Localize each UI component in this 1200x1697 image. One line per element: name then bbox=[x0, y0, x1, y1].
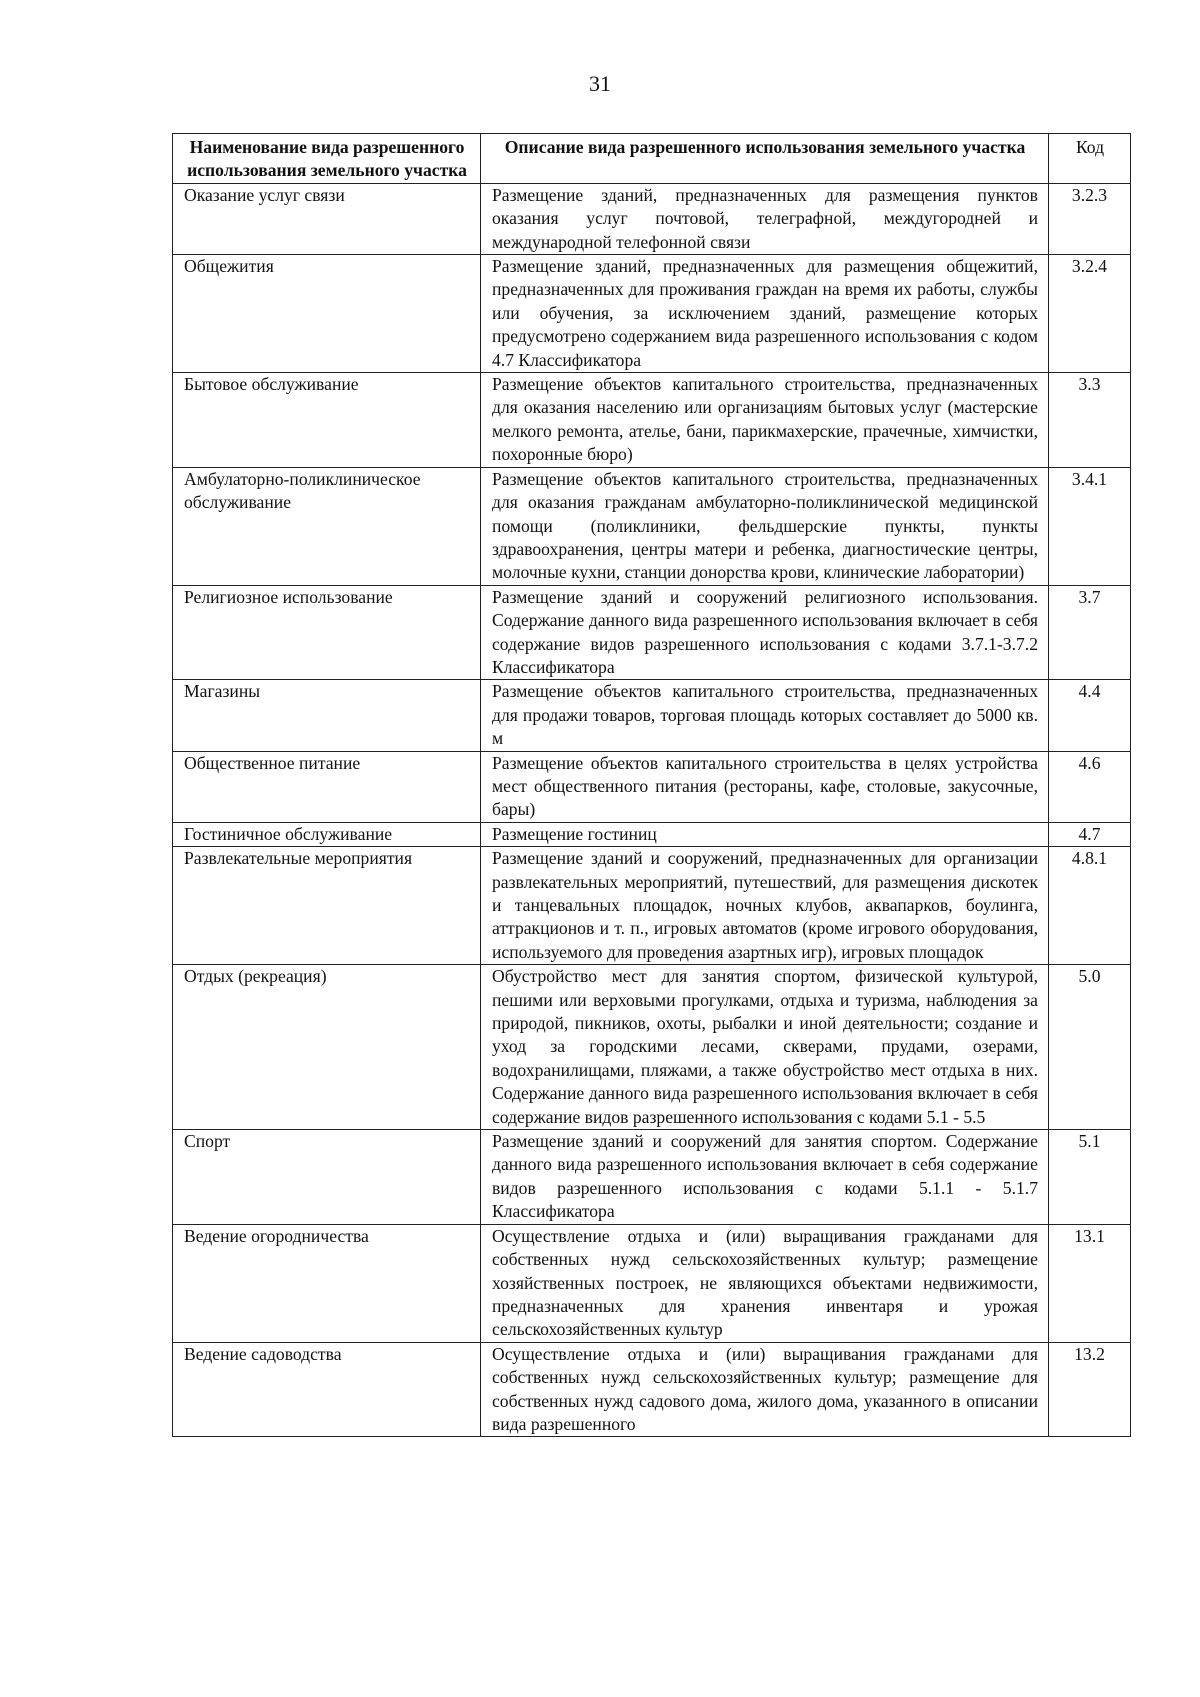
cell-description: Обустройство мест для занятия спортом, физической культурой, пешими или верховыми прогулками, отдыха и туризма, наблюдения за природой, пикников, охоты, рыбалки и иной деятельности; создание и уход за городскими лесами, скверами, прудами, озерами, водохранилищами, пляжами, а также обустройство мест отдыха в них. Содержание данного вида разрешенного использования включает в себя содержание видов разрешенного использования с кодами 5.1 - 5.5 bbox=[481, 965, 1049, 1130]
cell-description: Размещение зданий и сооружений религиозного использования. Содержание данного вида разрешенного использования включает в себя содержание видов разрешенного использования с кодами 3.7.1-3.7.2 Классификатора bbox=[481, 585, 1049, 680]
header-code: Код bbox=[1049, 134, 1131, 184]
cell-description: Размещение зданий и сооружений, предназначенных для организации развлекательных мероприятий, путешествий, для размещения дискотек и танцевальных площадок, ночных клубов, аквапарков, боулинга, аттракционов и т. п., игровых автоматов (кроме игрового оборудования, используемого для проведения азартных игр), игровых площадок bbox=[481, 847, 1049, 965]
cell-description: Размещение объектов капитального строительства, предназначенных для продажи товаров, торговая площадь которых составляет до 5000 кв. м bbox=[481, 680, 1049, 751]
cell-description: Размещение зданий и сооружений для занятия спортом. Содержание данного вида разрешенного использования включает в себя содержание видов разрешенного использования с кодами 5.1.1 - 5.1.7 Классификатора bbox=[481, 1130, 1049, 1225]
table-row bbox=[173, 1342, 1131, 1437]
cell-name: Ведение садоводства bbox=[173, 1342, 481, 1437]
table-row bbox=[173, 847, 1131, 965]
header-row bbox=[173, 134, 1131, 184]
cell-name: Общественное питание bbox=[173, 751, 481, 822]
cell-description: Размещение зданий, предназначенных для размещения пунктов оказания услуг почтовой, телеграфной, междугородней и международной телефонной связи bbox=[481, 183, 1049, 254]
cell-code: 4.4 bbox=[1049, 680, 1131, 751]
table-row bbox=[173, 1130, 1131, 1225]
table-row bbox=[173, 1224, 1131, 1342]
table-header bbox=[173, 134, 1131, 184]
cell-name: Гостиничное обслуживание bbox=[173, 822, 481, 846]
cell-name: Ведение огородничества bbox=[173, 1224, 481, 1342]
cell-name: Оказание услуг связи bbox=[173, 183, 481, 254]
cell-description: Размещение объектов капитального строительства, предназначенных для оказания гражданам амбулаторно-поликлинической медицинской помощи (поликлиники, фельдшерские пункты, пункты здравоохранения, центры матери и ребенка, диагностические центры, молочные кухни, станции донорства крови, клинические лаборатории) bbox=[481, 467, 1049, 585]
table-row bbox=[173, 467, 1131, 585]
table-row bbox=[173, 373, 1131, 468]
cell-name: Магазины bbox=[173, 680, 481, 751]
cell-name: Спорт bbox=[173, 1130, 481, 1225]
cell-name: Общежития bbox=[173, 255, 481, 373]
table-row bbox=[173, 585, 1131, 680]
table-row bbox=[173, 751, 1131, 822]
table-row bbox=[173, 183, 1131, 254]
cell-code: 3.4.1 bbox=[1049, 467, 1131, 585]
table-row bbox=[173, 965, 1131, 1130]
table-row bbox=[173, 255, 1131, 373]
cell-name: Бытовое обслуживание bbox=[173, 373, 481, 468]
land-use-table bbox=[172, 133, 1131, 1437]
cell-code: 4.8.1 bbox=[1049, 847, 1131, 965]
cell-description: Осуществление отдыха и (или) выращивания гражданами для собственных нужд сельскохозяйственных культур; размещение хозяйственных построек, не являющихся объектами недвижимости, предназначенных для хранения инвентаря и урожая сельскохозяйственных культур bbox=[481, 1224, 1049, 1342]
cell-code: 13.1 bbox=[1049, 1224, 1131, 1342]
cell-name: Отдых (рекреация) bbox=[173, 965, 481, 1130]
cell-code: 3.3 bbox=[1049, 373, 1131, 468]
cell-code: 3.2.3 bbox=[1049, 183, 1131, 254]
page-number: 31 bbox=[589, 71, 611, 96]
header-description: Описание вида разрешенного использования земельного участка bbox=[481, 134, 1049, 184]
table-row bbox=[173, 680, 1131, 751]
table-body bbox=[173, 183, 1131, 1437]
cell-description: Осуществление отдыха и (или) выращивания гражданами для собственных нужд сельскохозяйственных культур; размещение для собственных нужд садового дома, жилого дома, указанного в описании вида разрешенного bbox=[481, 1342, 1049, 1437]
header-name: Наименование вида разрешенного использования земельного участка bbox=[173, 134, 481, 184]
cell-code: 4.7 bbox=[1049, 822, 1131, 846]
cell-name: Развлекательные мероприятия bbox=[173, 847, 481, 965]
cell-description: Размещение объектов капитального строительства в целях устройства мест общественного питания (рестораны, кафе, столовые, закусочные, бары) bbox=[481, 751, 1049, 822]
cell-code: 4.6 bbox=[1049, 751, 1131, 822]
cell-code: 3.7 bbox=[1049, 585, 1131, 680]
cell-code: 3.2.4 bbox=[1049, 255, 1131, 373]
cell-code: 5.0 bbox=[1049, 965, 1131, 1130]
cell-code: 5.1 bbox=[1049, 1130, 1131, 1225]
cell-code: 13.2 bbox=[1049, 1342, 1131, 1437]
cell-description: Размещение зданий, предназначенных для размещения общежитий, предназначенных для проживания граждан на время их работы, службы или обучения, за исключением зданий, размещение которых предусмотрено содержанием вида разрешенного использования с кодом 4.7 Классификатора bbox=[481, 255, 1049, 373]
cell-name: Амбулаторно-поликлиническое обслуживание bbox=[173, 467, 481, 585]
cell-description: Размещение гостиниц bbox=[481, 822, 1049, 846]
cell-description: Размещение объектов капитального строительства, предназначенных для оказания населению или организациям бытовых услуг (мастерские мелкого ремонта, ателье, бани, парикмахерские, прачечные, химчистки, похоронные бюро) bbox=[481, 373, 1049, 468]
cell-name: Религиозное использование bbox=[173, 585, 481, 680]
table-row bbox=[173, 822, 1131, 846]
